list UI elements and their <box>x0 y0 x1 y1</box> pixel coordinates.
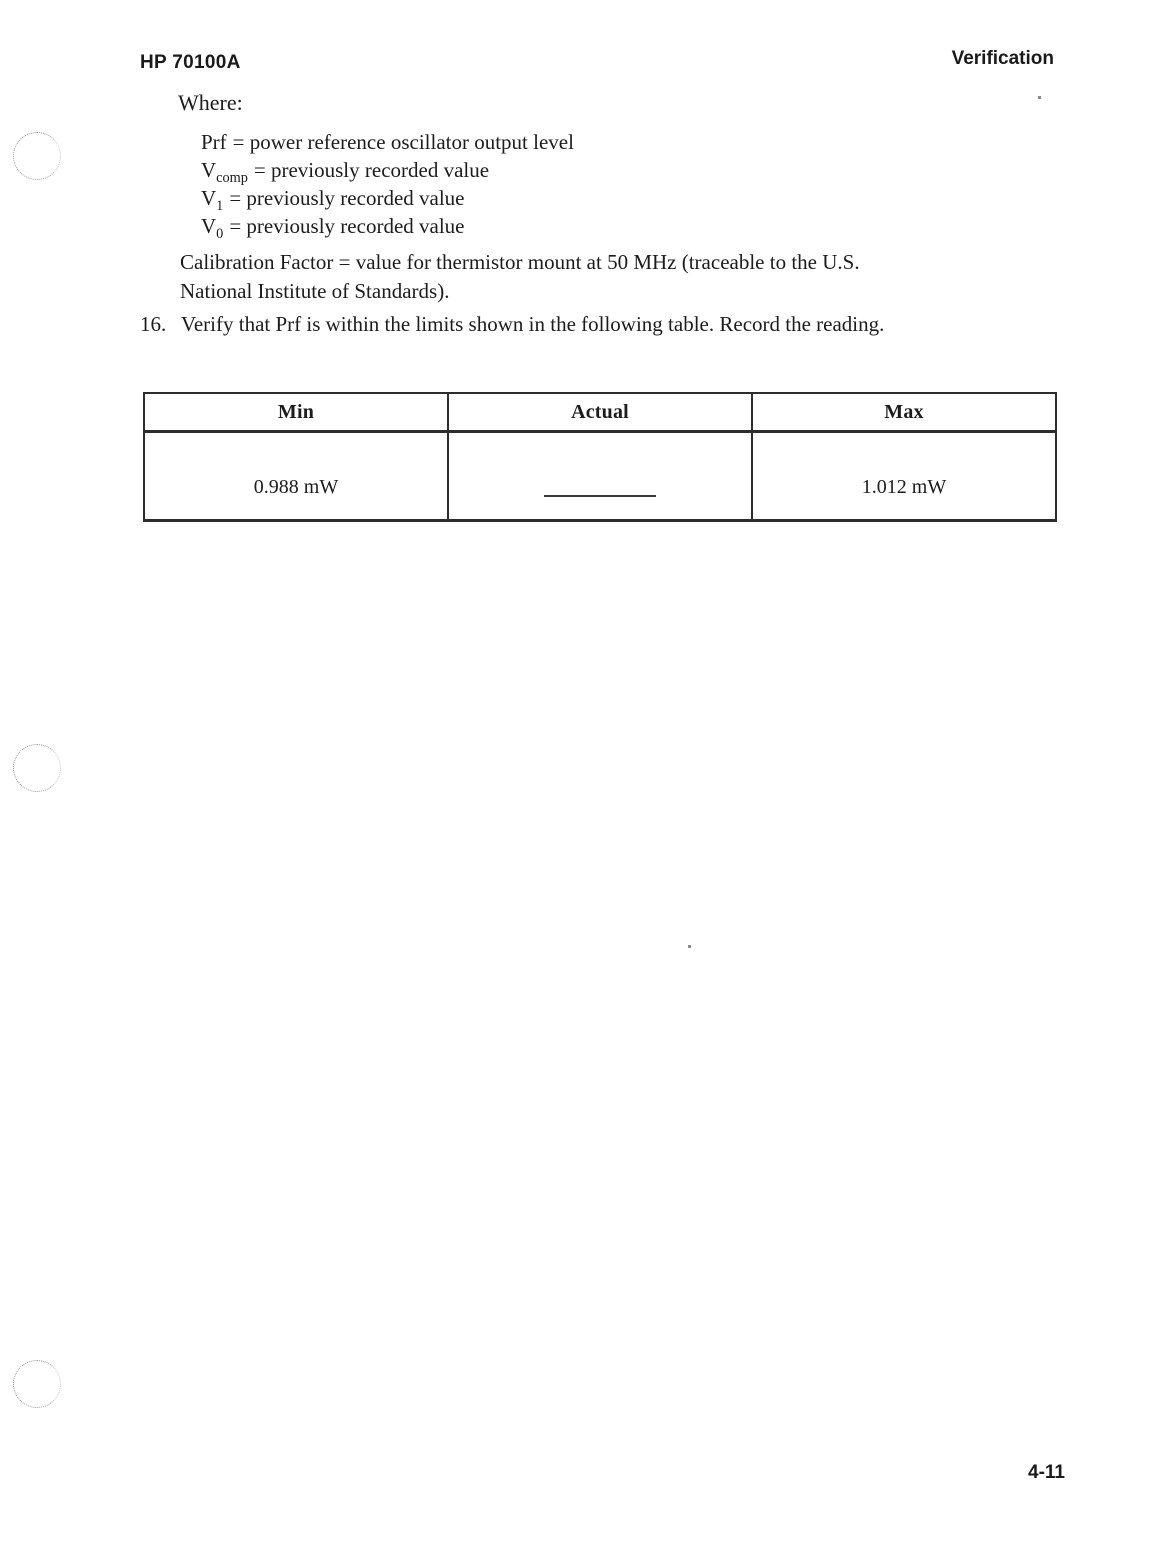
max-value: 1.012 mW <box>861 475 947 498</box>
definition-symbol: V <box>201 214 217 238</box>
calibration-line-1: Calibration Factor = value for thermistor mount at 50 MHz (traceable to the U.S. <box>180 250 860 274</box>
step-16 <box>140 310 1100 338</box>
definition-text: = power reference oscillator output level <box>232 130 574 154</box>
definition-symbol: V <box>201 158 217 182</box>
definition-text: = previously recorded value <box>229 214 465 238</box>
column-header-min: Min <box>144 393 448 432</box>
definition-text: = previously recorded value <box>229 186 465 210</box>
punch-hole <box>13 132 61 180</box>
scan-speck <box>1038 96 1041 99</box>
definition-subscript: 1 <box>216 198 224 215</box>
definition-v0 <box>201 212 574 243</box>
step-text: Verify that Prf is within the limits shown in the following table. Record the reading. <box>181 312 885 336</box>
step-number: 16. <box>140 312 167 336</box>
actual-value-cell <box>448 432 752 521</box>
min-value-cell <box>144 432 448 521</box>
table-row <box>144 432 1056 521</box>
definition-subscript: 0 <box>216 226 224 243</box>
column-header-actual: Actual <box>448 393 752 432</box>
limits-table <box>143 392 1057 522</box>
definition-prf <box>201 128 574 156</box>
scan-speck <box>688 945 691 948</box>
definition-symbol: V <box>201 186 217 210</box>
max-value-cell <box>752 432 1056 521</box>
punch-hole <box>13 744 61 792</box>
definition-v1 <box>201 184 574 215</box>
definition-subscript: comp <box>216 170 248 187</box>
definition-symbol: Prf <box>201 130 227 154</box>
calibration-line-2: National Institute of Standards). <box>180 279 450 303</box>
definition-text: = previously recorded value <box>253 158 490 182</box>
definitions-list <box>201 128 574 243</box>
section-header: Verification <box>951 48 1054 69</box>
min-value: 0.988 mW <box>253 475 339 498</box>
column-header-max: Max <box>752 393 1056 432</box>
actual-write-in-line <box>544 495 656 497</box>
calibration-factor-note <box>180 248 1060 306</box>
document-model-header: HP 70100A <box>140 52 241 73</box>
page-number: 4-11 <box>1028 1462 1065 1483</box>
punch-hole <box>13 1360 61 1408</box>
definition-vcomp <box>201 156 574 187</box>
where-label: Where: <box>178 90 243 115</box>
table-header-row <box>144 393 1056 432</box>
